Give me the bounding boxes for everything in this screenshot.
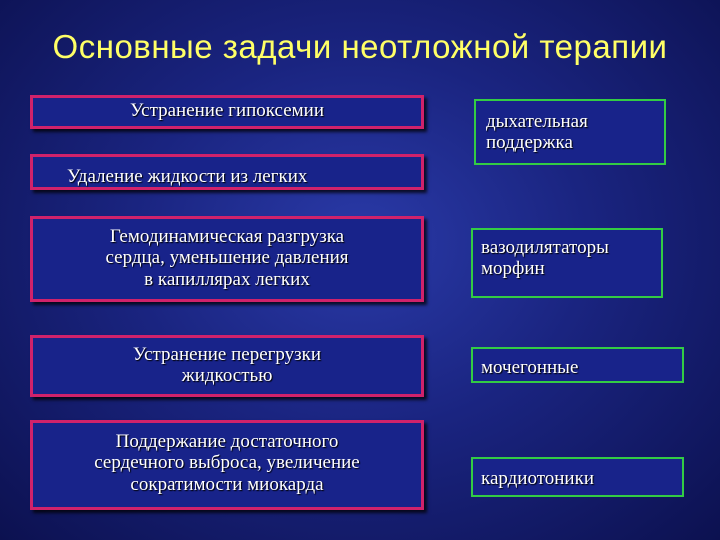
treatment-text: вазодилятаторы <box>481 237 609 258</box>
task-text: Поддержание достаточного <box>115 431 339 452</box>
treatment-text: морфин <box>481 258 545 280</box>
task-box-hypoxemia <box>30 95 424 129</box>
treatment-box-cardiotonics <box>471 457 684 497</box>
treatment-text: кардиотоники <box>481 468 594 489</box>
task-box-hemodynamic-unloading <box>30 216 424 302</box>
task-text: сердца, уменьшение давления <box>105 247 349 269</box>
task-text: Устранение гипоксемии <box>129 100 325 121</box>
task-box-fluid-overload <box>30 335 424 397</box>
task-text: жидкостью <box>181 365 273 387</box>
treatment-box-respiratory-support <box>474 99 666 165</box>
task-box-fluid-removal <box>30 154 424 190</box>
task-text: Гемодинамическая разгрузка <box>109 226 345 247</box>
task-text: сократимости миокарда <box>130 473 324 495</box>
task-text: в капиллярах легких <box>144 268 310 290</box>
task-text: Удаление жидкости из легких <box>67 166 308 187</box>
treatment-text: поддержка <box>486 132 573 154</box>
treatment-box-diuretics <box>471 347 684 383</box>
task-box-cardiac-output <box>30 420 424 510</box>
treatment-text: мочегонные <box>481 357 579 378</box>
treatment-box-vasodilators <box>471 228 663 298</box>
task-text: Устранение перегрузки <box>132 344 322 365</box>
task-text: сердечного выброса, увеличение <box>94 452 360 474</box>
slide-title: Основные задачи неотложной терапии <box>52 28 668 65</box>
treatment-text: дыхательная <box>486 111 588 132</box>
